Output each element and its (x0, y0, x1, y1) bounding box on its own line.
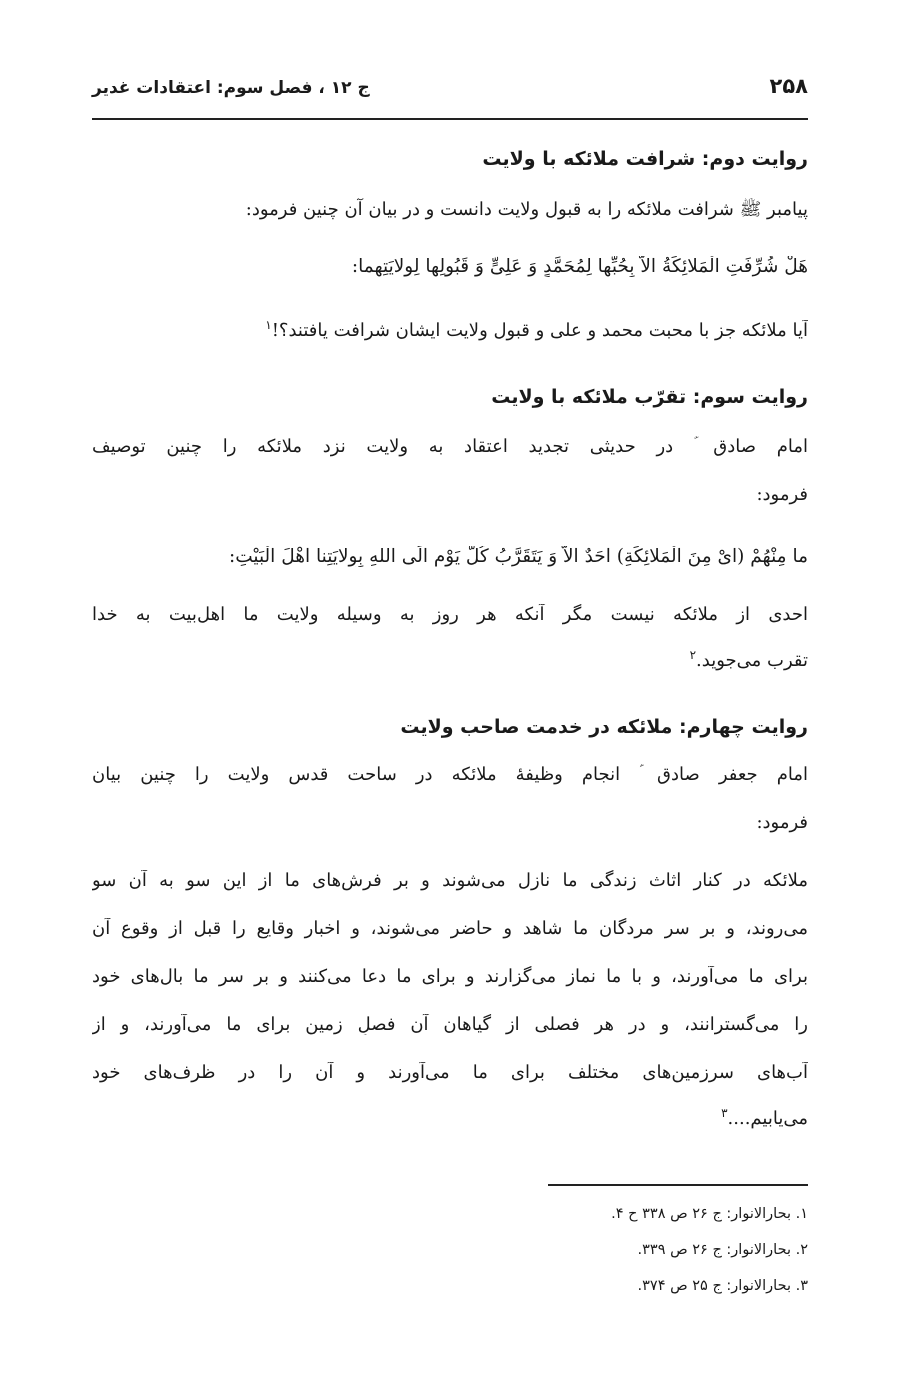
sec4-paragraph-line-4: را می‌گسترانند، و در هر فصلی از گیاهان آن فصلِ زمین برای ما می‌آورند، و از (92, 1014, 808, 1035)
sec3-line-2: فرمود: (756, 484, 808, 505)
section-title-4: روایت چهارم: ملائکه در خدمت صاحب ولایت (400, 716, 808, 738)
footnote-2: ۲. بحارالانوار: ج ۲۶ ص ۳۳۹. (637, 1242, 808, 1258)
sec4-paragraph-line-2: می‌روند، و بر سر مردگان ما شاهد و حاضر می‌شوند، و اخبار وقایع را قبل از وقوع آن (92, 918, 808, 939)
sec3-line-1: امام صادق ؑ در حدیثی تجدید اعتقاد به ولایت نزد ملائکه را چنین توصیف (92, 436, 808, 457)
footnote-mark-2: ۲ (689, 650, 697, 662)
header-rule (92, 118, 808, 120)
sec3-quote: ما مِنْهُمْ (ایْ مِنَ الْمَلائِکَةِ) احَدٌ الاّ وَ یَتَقَرَّبُ کُلَّ یَوْمٍ الَی اللهِ بِوِلایَتِنا اهْلَ الْبَیْتِ: (228, 546, 808, 567)
sec4-line-2: فرمود: (756, 812, 808, 833)
sec4-paragraph-line-5: آب‌های سرزمین‌های مختلف برای ما می‌آورند و آن را در ظرف‌های خود (92, 1062, 808, 1083)
footnote-rule (548, 1184, 808, 1186)
sec2-line-1: پیامبر ﷺ شرافت ملائکه را به قبول ولایت دانست و در بیان آن چنین فرمود: (245, 199, 808, 220)
sec2-quote: هَلْ شُرِّفَتِ الْمَلائِکَةُ الاّ بِحُبِّها لِمُحَمَّدٍ وَ عَلِیٍّ وَ قَبُولِها لِوِلایَتِهِما: (351, 256, 808, 277)
sec3-translation-2-text: تقرب می‌جوید. (696, 650, 808, 671)
sec4-paragraph-line-6 (92, 1108, 808, 1129)
section-title-3: روایت سوم: تقرّب ملائکه با ولایت (491, 386, 808, 408)
sec3-translation-1: احدی از ملائکه نیست مگر آنکه هر روز به وسیله ولایت ما اهل‌بیت به خدا (92, 604, 808, 625)
section-title-2: روایت دوم: شرافت ملائکه با ولایت (482, 148, 808, 170)
running-title: ج ۱۲ ، فصل سوم: اعتقادات غدیر (92, 78, 370, 98)
sec4-paragraph-line-1: ملائکه در کنار اثاث زندگی ما نازل می‌شوند و بر فرش‌های ما از این سو به آن سو (92, 870, 808, 891)
footnote-3: ۳. بحارالانوار: ج ۲۵ ص ۳۷۴. (637, 1278, 808, 1294)
sec2-translation (92, 320, 808, 341)
sec2-translation-text: آیا ملائکه جز با محبت محمد و علی و قبول ولایت ایشان شرافت یافتند؟! (271, 320, 808, 341)
footnote-mark-1: ۱ (265, 320, 272, 332)
book-page (92, 0, 808, 1390)
sec4-paragraph-line-3: برای ما می‌آورند، و با ما نماز می‌گزارند و برای ما دعا می‌کنند و بر سر ما بال‌های خود (92, 966, 808, 987)
page-number: ۲۵۸ (769, 74, 808, 98)
sec3-translation-2 (92, 650, 808, 671)
sec4-line-1: امام جعفر صادق ؑ انجام وظیفهٔ ملائکه در ساحت قدس ولایت را چنین بیان (92, 764, 808, 785)
footnote-1: ۱. بحارالانوار: ج ۲۶ ص ۳۳۸ ح ۴. (611, 1206, 808, 1222)
page-header (92, 74, 808, 106)
sec4-paragraph-line-6-text: می‌یابیم.... (727, 1108, 808, 1129)
footnote-mark-3: ۳ (721, 1108, 728, 1120)
